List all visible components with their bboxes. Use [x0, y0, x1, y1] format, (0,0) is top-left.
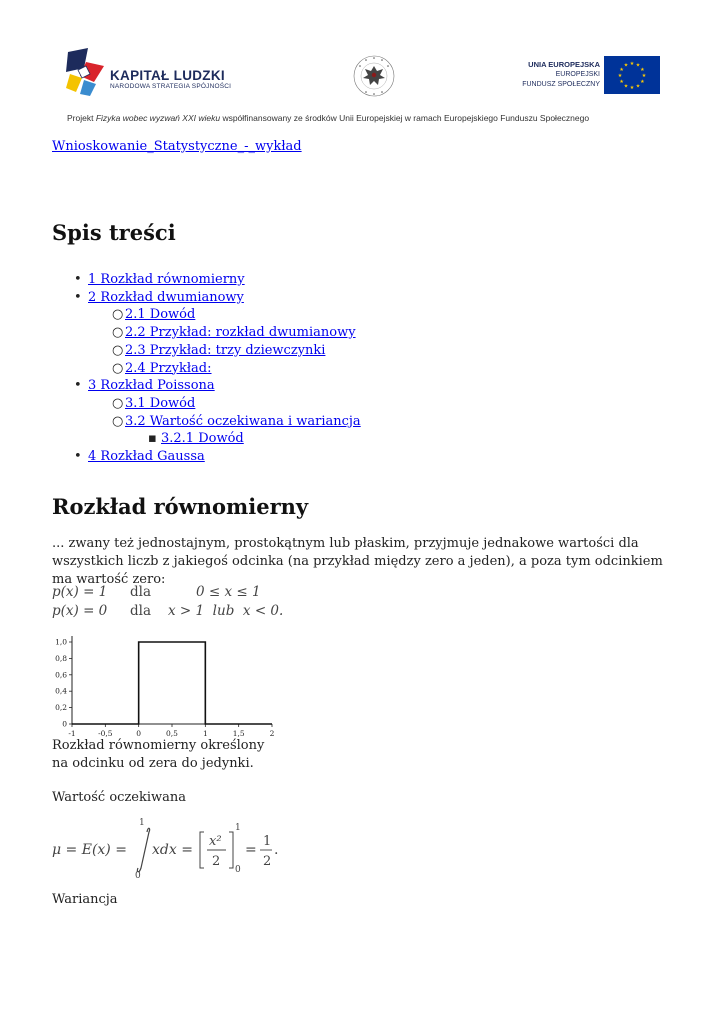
left-bracket-icon [200, 832, 204, 868]
plot-caption: Rozkład równomierny określony na odcinku od zera do jedynki. [52, 738, 265, 771]
toc-link[interactable]: 3.2.1 Dowód [161, 431, 244, 447]
lecture-link[interactable]: Wnioskowanie_Statystyczne_-_wykład [52, 139, 302, 154]
uniform-distribution-plot [48, 632, 278, 740]
x-tick-label: 0 [136, 729, 142, 738]
toc-link[interactable]: 3 Rozkład Poissona [88, 378, 215, 394]
svg-text:★: ★ [640, 79, 645, 85]
svg-text:★: ★ [617, 73, 623, 79]
project-prefix: Projekt [67, 113, 96, 123]
eu-efs-logo [522, 56, 662, 96]
formula1-row2-lhs: p(x) = 0 [52, 603, 108, 619]
kapital-ludzki-emblem [64, 48, 108, 98]
project-suffix: współfinansowany ze środków Unii Europejskiej w ramach Europejskiego Funduszu Społecznego [220, 113, 590, 123]
project-funding-line [67, 113, 589, 123]
eu-line2: EUROPEJSKI [555, 71, 600, 78]
svg-text:★: ★ [619, 67, 624, 73]
toc-item [52, 306, 361, 324]
svg-text:★: ★ [635, 62, 641, 69]
uniform-pdf-formula [52, 580, 302, 622]
toc-item [52, 413, 361, 431]
expected-value-label: Wartość oczekiwana [52, 790, 187, 805]
result-denominator: 2 [263, 854, 272, 869]
toc-bullet-icon: ○ [112, 395, 124, 411]
y-tick-label: 0,4 [55, 686, 67, 696]
section-heading: Rozkład równomierny [52, 494, 309, 519]
university-seal [352, 54, 396, 98]
eu-title: UNIA EUROPEJSKA [528, 60, 600, 69]
kapital-subtitle: NARODOWA STRATEGIA SPÓJNOŚCI [110, 83, 232, 90]
toc-item [52, 271, 361, 289]
toc-item [52, 324, 361, 342]
frac-numerator: x² [209, 834, 222, 849]
svg-text:★: ★ [629, 85, 635, 91]
svg-text:★: ★ [623, 62, 629, 69]
bracket-lower-limit: 0 [235, 865, 241, 875]
y-tick-label: 0,8 [55, 653, 67, 663]
x-tick-label: -0,5 [98, 729, 113, 738]
toc-item [52, 342, 361, 360]
toc-bullet-icon: ○ [112, 342, 124, 358]
toc-link[interactable]: 2 Rozkład dwumianowy [88, 289, 244, 305]
kapital-ludzki-logo [64, 48, 244, 98]
svg-text:★: ★ [623, 83, 629, 90]
eu-flag-icon [604, 56, 660, 94]
eagle-seal-icon [352, 54, 396, 98]
toc-item [52, 289, 361, 307]
toc-bullet-icon: • [74, 378, 82, 394]
toc-bullet-icon: • [74, 289, 82, 305]
toc-link[interactable]: 1 Rozkład równomierny [88, 272, 245, 287]
x-tick-label: 0,5 [166, 729, 178, 738]
toc-link[interactable]: 3.1 Dowód [125, 395, 196, 411]
y-tick-label: 0,2 [55, 703, 67, 713]
y-tick-label: 0,6 [55, 670, 67, 680]
formula1-row2-word: dla [130, 603, 152, 619]
integral-lower-limit: 0 [135, 871, 141, 881]
x-tick-label: 1,5 [232, 729, 245, 738]
toc-bullet-icon: ○ [112, 325, 124, 341]
formula1-row1-cond: 0 ≤ x ≤ 1 [196, 584, 261, 600]
table-of-contents [52, 271, 361, 466]
toc-bullet-icon: • [74, 449, 82, 465]
formula2-integrand: xdx = [152, 842, 193, 858]
toc-item [52, 448, 361, 466]
toc-bullet-icon: ○ [112, 413, 124, 429]
y-tick-label: 1,0 [55, 637, 67, 647]
formula1-row2-cond: x > 1 lub x < 0. [168, 603, 284, 619]
integral-upper-limit: 1 [139, 818, 145, 828]
formula2-end: . [274, 842, 279, 858]
toc-bullet-icon: • [74, 272, 82, 287]
intro-paragraph: ... zwany też jednostajnym, prostokątnym lub płaskim, przyjmuje jednakowe wartości dla wszystkich liczb z jakiegoś odcinka (na przykład między zero a jeden), a poza tym odcinkiem ma wartość zero: [52, 536, 663, 587]
svg-text:★: ★ [629, 61, 635, 67]
toc-link[interactable]: 4 Rozkład Gaussa [88, 449, 205, 465]
svg-text:★: ★ [635, 83, 641, 90]
toc-item [52, 395, 361, 413]
svg-text:★: ★ [640, 67, 645, 73]
bracket-upper-limit: 1 [235, 823, 241, 833]
kapital-title: KAPITAŁ LUDZKI [110, 68, 225, 83]
toc-item [52, 430, 361, 448]
header-banner [0, 0, 725, 135]
y-tick-label: 0 [62, 719, 67, 729]
result-numerator: 1 [263, 834, 272, 849]
svg-text:★: ★ [641, 73, 647, 79]
frac-denominator: 2 [212, 854, 221, 869]
formula1-row1-word: dla [130, 584, 152, 600]
formula2-lhs: μ = E(x) = [52, 842, 127, 858]
eu-line3: FUNDUSZ SPOŁECZNY [522, 81, 600, 88]
x-tick-label: 2 [269, 729, 275, 738]
toc-link[interactable]: 2.4 Przykład: [125, 360, 212, 376]
toc-link[interactable]: 2.2 Przykład: rozkład dwumianowy [125, 325, 356, 341]
toc-heading: Spis treści [52, 220, 176, 245]
toc-link[interactable]: 2.1 Dowód [125, 307, 196, 323]
toc-bullet-icon: ○ [112, 360, 124, 376]
toc-item [52, 360, 361, 378]
toc-bullet-icon: ▪ [148, 431, 157, 447]
pdf-line [72, 642, 272, 724]
toc-bullet-icon: ○ [112, 307, 124, 323]
toc-link[interactable]: 2.3 Przykład: trzy dziewczynki [125, 342, 326, 358]
right-bracket-icon [229, 832, 233, 868]
svg-text:★: ★ [619, 79, 624, 85]
integral-sign-icon [137, 828, 149, 872]
project-name: Fizyka wobec wyzwań XXI wieku [95, 113, 221, 123]
formula2-equals: = [245, 842, 257, 858]
toc-link[interactable]: 3.2 Wartość oczekiwana i wariancja [125, 413, 361, 429]
toc-item [52, 377, 361, 395]
formula1-row1-lhs: p(x) = 1 [52, 584, 108, 600]
expected-value-formula [52, 816, 292, 882]
variance-label: Wariancja [52, 892, 118, 907]
x-tick-label: 1 [202, 729, 208, 738]
x-tick-label: -1 [68, 729, 76, 738]
